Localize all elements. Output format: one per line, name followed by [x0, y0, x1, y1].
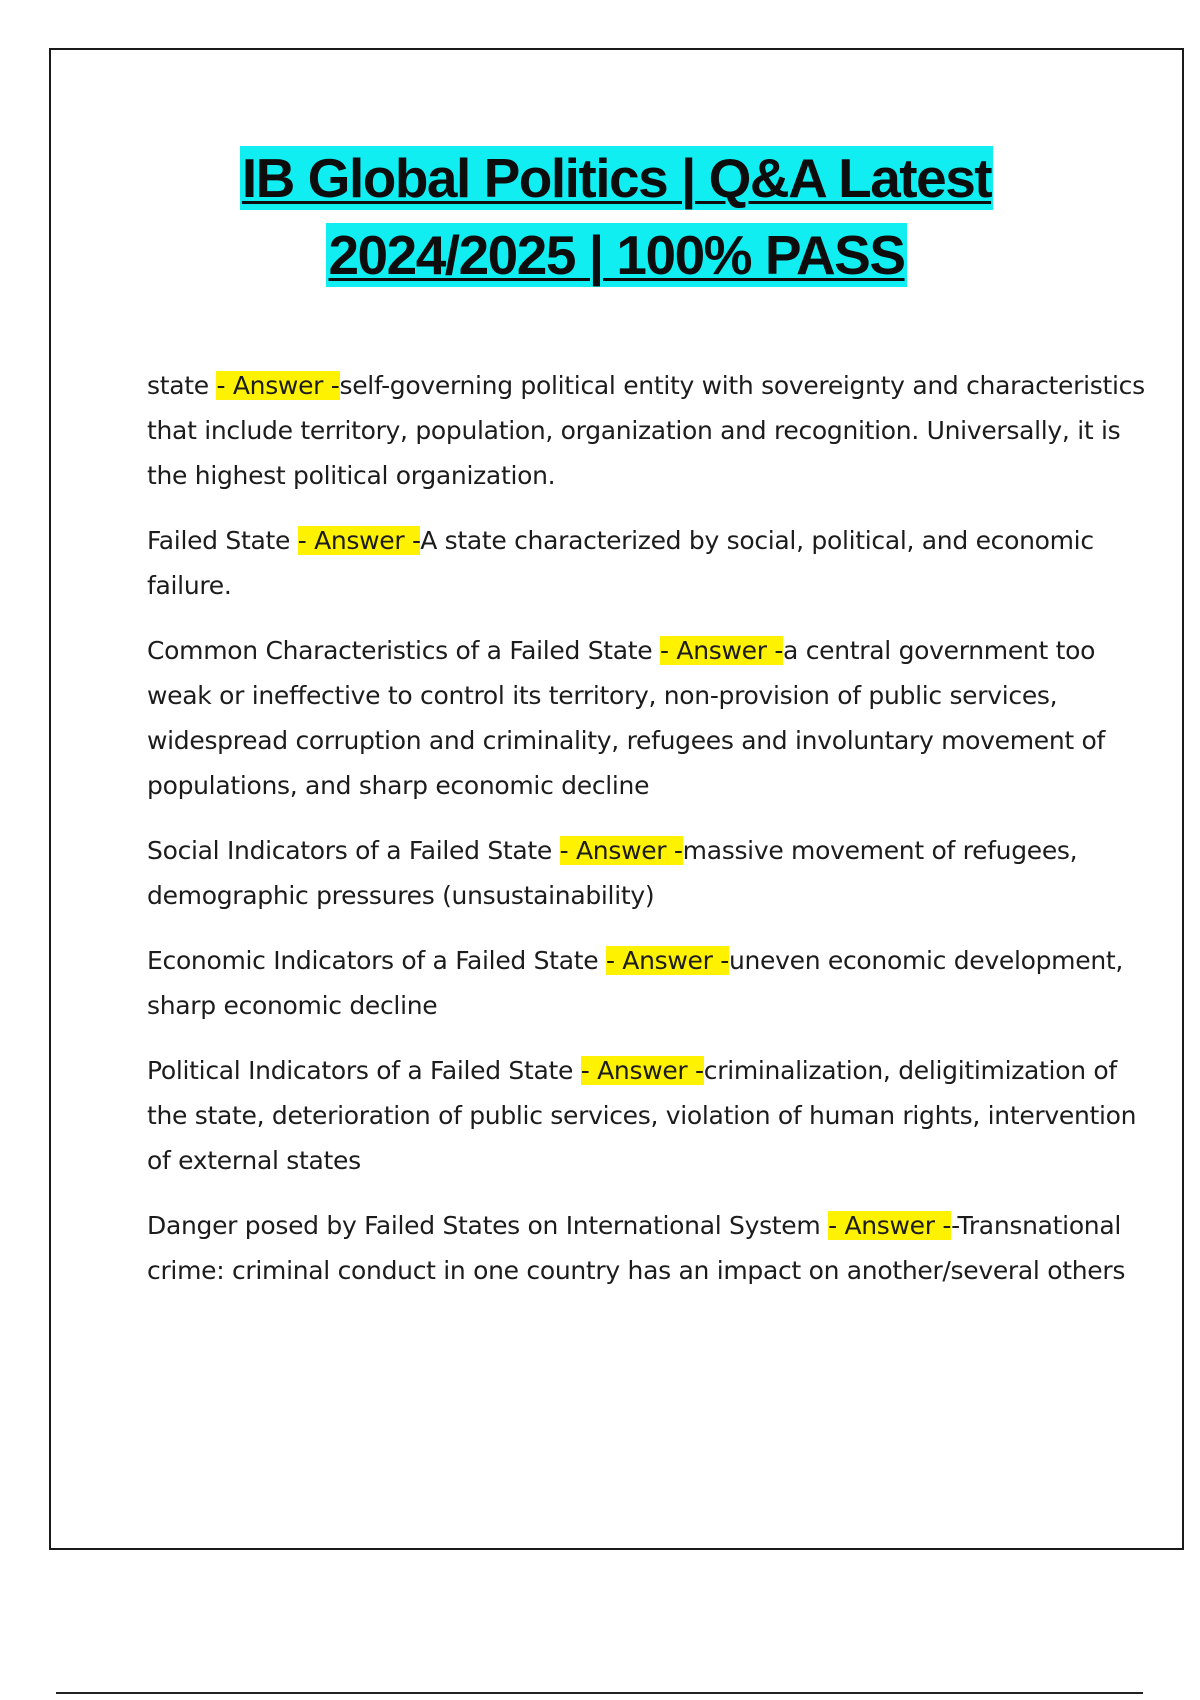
qa-item-political-indicators	[147, 1048, 1147, 1183]
qa-list	[147, 363, 1147, 1313]
qa-term: state	[147, 371, 217, 400]
answer-marker: - Answer -	[605, 946, 729, 975]
bottom-rule	[56, 1692, 1143, 1694]
answer-marker: - Answer -	[559, 836, 683, 865]
qa-answer: a central government too weak or ineffective to control its territory, non-provision of public services, widespread corruption and criminality, refugees and involuntary movement of populations, and sharp economic decline	[147, 636, 1106, 800]
document-title	[51, 146, 1182, 300]
qa-answer: self-governing political entity with sovereignty and characteristics that include territory, population, organization and recognition. Universally, it is the highest political organization.	[147, 371, 1145, 490]
answer-marker: - Answer -	[828, 1211, 952, 1240]
qa-term: Danger posed by Failed States on International System	[147, 1211, 829, 1240]
title-line-1: IB Global Politics | Q&A Latest	[241, 147, 992, 209]
qa-term: Social Indicators of a Failed State	[147, 836, 560, 865]
qa-term: Political Indicators of a Failed State	[147, 1056, 581, 1085]
qa-item-state	[147, 363, 1147, 498]
page-frame	[49, 48, 1184, 1550]
qa-answer: -Transnational crime: criminal conduct in one country has an impact on another/several others	[147, 1211, 1126, 1285]
qa-term: Failed State	[147, 526, 298, 555]
qa-item-economic-indicators	[147, 938, 1147, 1028]
answer-marker: - Answer -	[297, 526, 421, 555]
qa-item-danger-posed	[147, 1203, 1147, 1293]
qa-answer: uneven economic development, sharp economic decline	[147, 946, 1124, 1020]
qa-answer: criminalization, deligitimization of the state, deterioration of public services, violation of human rights, intervention of external states	[147, 1056, 1137, 1175]
answer-marker: - Answer -	[216, 371, 340, 400]
title-line-2: 2024/2025 | 100% PASS	[328, 224, 905, 286]
qa-term: Common Characteristics of a Failed State	[147, 636, 661, 665]
qa-answer: A state characterized by social, political, and economic failure.	[147, 526, 1094, 600]
qa-item-failed-state	[147, 518, 1147, 608]
answer-marker: - Answer -	[580, 1056, 704, 1085]
answer-marker: - Answer -	[660, 636, 784, 665]
qa-item-common-characteristics	[147, 628, 1147, 808]
qa-term: Economic Indicators of a Failed State	[147, 946, 606, 975]
qa-answer: massive movement of refugees, demographic pressures (unsustainability)	[147, 836, 1078, 910]
qa-item-social-indicators	[147, 828, 1147, 918]
